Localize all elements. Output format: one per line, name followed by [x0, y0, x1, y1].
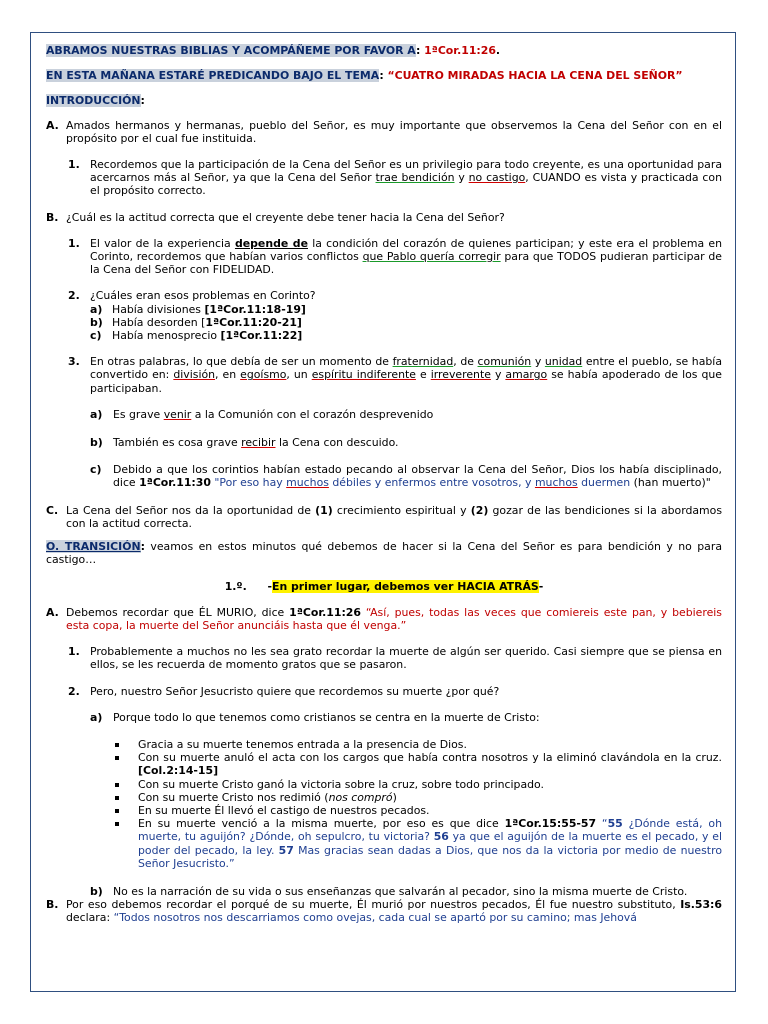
problems-list — [46, 303, 722, 343]
intro-point-a: A. Amados hermanos y hermanas, pueblo del Señor, es muy importante que observemos la Cena del Señor con en el propósito por el cual fue instituida. — [46, 118, 722, 145]
intro-point-b2: 2. ¿Cuáles eran esos problemas en Corinto? — [68, 289, 316, 303]
section-1-point-b: B. Por eso debemos recordar el porqué de su muerte, Él murió por nuestros pecados, Él fue nuestro substituto, Is.53:6 declara: “Todos nosotros nos descarriamos como ovejas, cada cual se apartó por su camino; mas Jehová — [46, 898, 722, 925]
transition-label: O. TRANSICIÓN — [46, 540, 141, 554]
list-item: a) Había divisiones [1ªCor.11:18-19] — [90, 302, 306, 316]
bullet-icon — [115, 756, 119, 760]
bullet-icon — [115, 809, 119, 813]
intro-point-b3a: a) Es grave venir a la Comunión con el corazón desprevenido — [90, 407, 434, 421]
header-bible-label: ABRAMOS NUESTRAS BIBLIAS Y ACOMPÁÑEME POR FAVOR A — [46, 44, 416, 57]
bullet-list — [46, 738, 722, 870]
section-1-point-a: A. Debemos recordar que ÉL MURIO, dice 1ªCor.11:26 “Así, pues, todas las veces que comiereis este pan, y bebiereis esta copa, la muerte del Señor anunciáis hasta que él venga.” — [46, 605, 722, 632]
intro-point-b1: 1. El valor de la experiencia depende de la condición del corazón de quienes participan; y este era el problema en Corinto, recordemos que habían varios conflictos que Pablo quería corregir para que TODOS pudieran participar de la Cena del Señor con FIDELIDAD. — [68, 236, 722, 277]
bullet-icon — [115, 743, 119, 747]
list-item: Con su muerte anuló el acta con los cargos que había contra nosotros y la eliminó clavándola en la cruz. [Col.2:14-15] — [46, 751, 722, 777]
section-1-point-a1: 1. Probablemente a muchos no les sea grato recordar la muerte de algún ser querido. Casi siempre que se piensa en ellos, se les recuerda de momento gratos que se pasaron. — [68, 645, 722, 672]
intro-heading: INTRODUCCIÓN: — [46, 94, 145, 108]
list-item: Con su muerte Cristo ganó la victoria sobre la cruz, sobre todo principado. — [46, 778, 722, 791]
intro-point-b3b: b) También es cosa grave recibir la Cena con descuido. — [90, 436, 399, 450]
section-1-point-a2a: a) Porque todo lo que tenemos como cristianos se centra en la muerte de Cristo: — [90, 710, 540, 724]
section-1-title: En primer lugar, debemos ver HACIA ATRÁS — [272, 580, 539, 594]
section-1-point-a2b: b) No es la narración de su vida o sus enseñanzas que salvarán al pecador, sino la misma muerte de Cristo. — [90, 884, 688, 898]
intro-point-c: C. La Cena del Señor nos da la oportunidad de (1) crecimiento espiritual y (2) gozar de las bendiciones si la abordamos con la actitud correcta. — [46, 503, 723, 530]
list-item: En su muerte venció a la misma muerte, por eso es que dice 1ªCor.15:55-57 “55 ¿Dónde está, oh muerte, tu aguijón? ¿Dónde, oh sepulcro, tu victoria? 56 ya que el aguijón de la muerte es el pecado, y el poder del pecado, la ley. 57 Mas gracias sean dadas a Dios, que nos da la victoria por medio de nuestro Señor Jesucristo.” — [46, 817, 722, 870]
header-line-1: ABRAMOS NUESTRAS BIBLIAS Y ACOMPÁÑEME POR FAVOR A: 1ªCor.11:26. — [46, 44, 501, 57]
section-1-point-a2: 2. Pero, nuestro Señor Jesucristo quiere que recordemos su muerte ¿por qué? — [68, 684, 500, 698]
bullet-icon — [115, 796, 119, 800]
section-1-heading: 1.º. -En primer lugar, debemos ver HACIA ATRÁS- — [224, 580, 544, 594]
document-body — [46, 44, 722, 925]
list-item: Con su muerte Cristo nos redimió (nos compró) — [46, 791, 722, 804]
header-bible-ref: 1ªCor.11:26 — [424, 44, 496, 57]
list-item: b) Había desorden [1ªCor.11:20-21] — [90, 315, 302, 329]
list-item: En su muerte Él llevó el castigo de nuestros pecados. — [46, 804, 722, 817]
sermon-theme: “CUATRO MIRADAS HACIA LA CENA DEL SEÑOR” — [387, 69, 683, 83]
transition: O. TRANSICIÓN: veamos en estos minutos qué debemos de hacer si la Cena del Señor es para bendición y no para castigo… — [46, 540, 722, 567]
intro-point-b: B. ¿Cuál es la actitud correcta que el creyente debe tener hacia la Cena del Señor? — [46, 210, 505, 224]
header-theme-label: EN ESTA MAÑANA ESTARÉ PREDICANDO BAJO EL TEMA — [46, 69, 380, 83]
list-item: c) Había menosprecio [1ªCor.11:22] — [90, 329, 303, 343]
bullet-icon — [115, 822, 119, 826]
intro-point-a1: 1. Recordemos que la participación de la Cena del Señor es un privilegio para todo creyente, es una oportunidad para acercarnos más al Señor, ya que la Cena del Señor trae bendición y no castigo, CUANDO es vista y practicada con el propósito correcto. — [68, 158, 722, 198]
list-item: Gracia a su muerte tenemos entrada a la presencia de Dios. — [46, 738, 722, 751]
header-line-2: EN ESTA MAÑANA ESTARÉ PREDICANDO BAJO EL TEMA: “CUATRO MIRADAS HACIA LA CENA DEL SEÑOR” — [46, 69, 683, 83]
intro-point-b3c: c) Debido a que los corintios habían estado pecando al observar la Cena del Señor, Dios los había disciplinado, dice 1ªCor.11:30 "Por eso hay muchos débiles y enfermos entre vosotros, y muchos duermen (han muerto)" — [90, 463, 722, 490]
intro-point-b3: 3. En otras palabras, lo que debía de ser un momento de fraternidad, de comunión y unidad entre el pueblo, se había convertido en: división, en egoísmo, un espíritu indiferente e irreverente y amargo se había apoderado de los que participaban. — [68, 355, 723, 395]
bullet-icon — [115, 783, 119, 787]
